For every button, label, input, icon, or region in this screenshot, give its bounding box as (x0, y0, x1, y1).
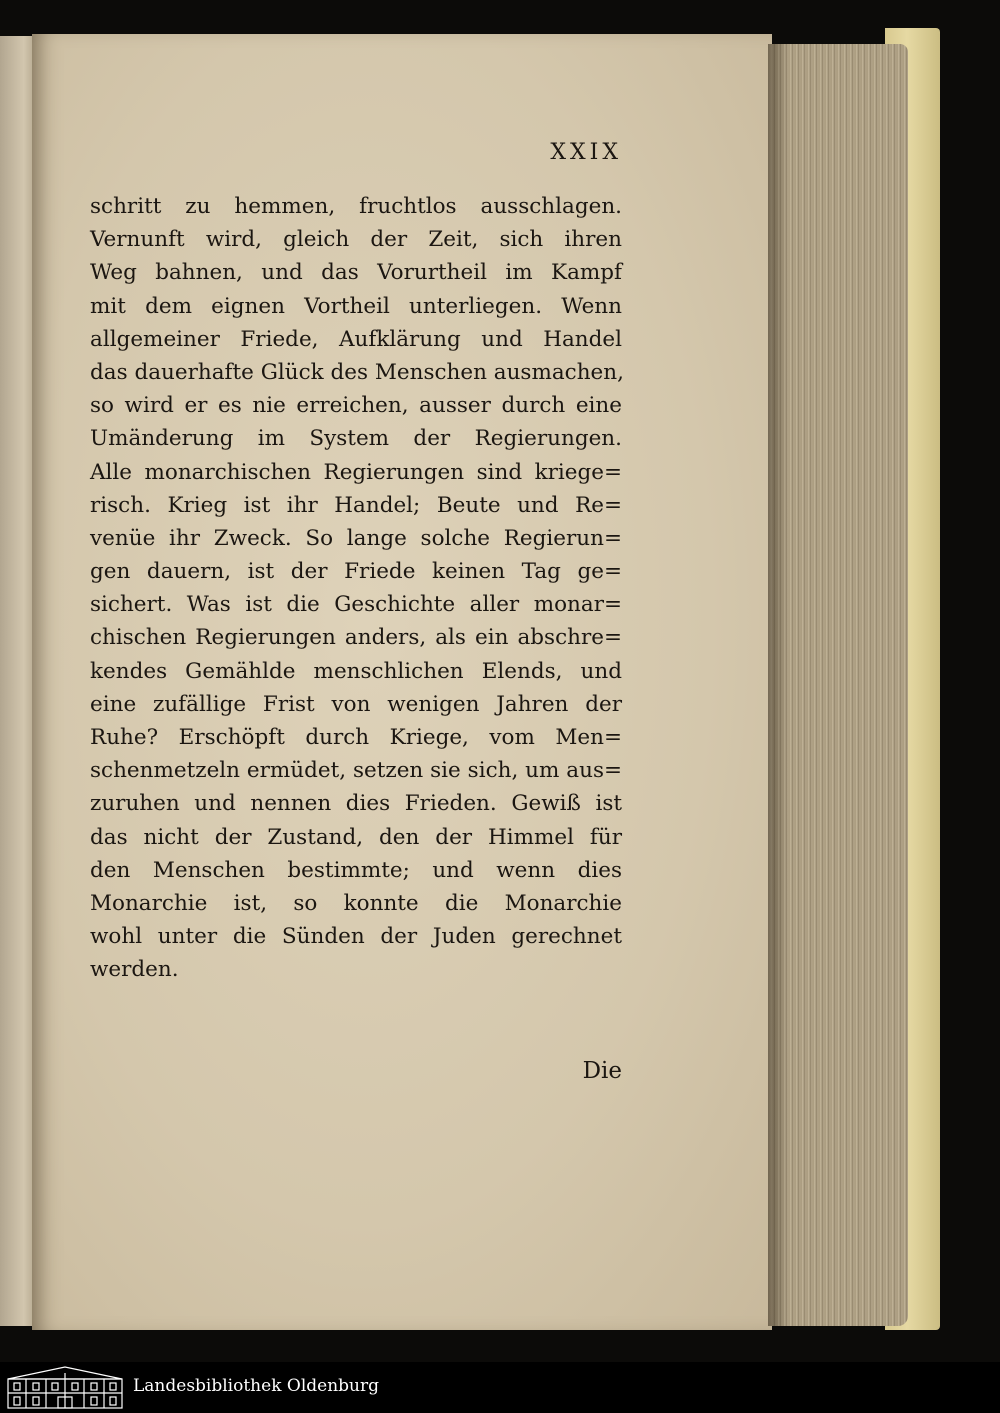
text-line: so wird er es nie erreichen, ausser durch eine (90, 393, 622, 419)
text-line: zuruhen und nennen dies Frieden. Gewiß ist (90, 791, 622, 817)
text-line: allgemeiner Friede, Aufklärung und Handel (90, 326, 622, 352)
catchword: Die (582, 1058, 622, 1084)
body-text (90, 190, 622, 987)
footer-bar (0, 1362, 1000, 1413)
text-line: den Menschen bestimmte; und wenn dies (90, 857, 622, 883)
text-line: kendes Gemählde menschlichen Elends, und (90, 658, 622, 684)
library-building-icon (6, 1365, 124, 1410)
text-line: Umänderung im System der Regierungen. (90, 426, 622, 452)
text-line: sichert. Was ist die Geschichte aller monar= (90, 592, 622, 618)
page-number: XXIX (550, 140, 622, 165)
text-line: schritt zu hemmen, fruchtlos ausschlagen. (90, 194, 622, 219)
text-line: Ruhe? Erschöpft durch Kriege, vom Men= (90, 725, 622, 750)
text-line: gen dauern, ist der Friede keinen Tag ge= (90, 559, 622, 585)
text-line: Alle monarchischen Regierungen sind kriege= (90, 459, 622, 485)
text-line: schenmetzeln ermüdet, setzen sie sich, um aus= (90, 758, 622, 784)
left-page-edge (0, 36, 34, 1326)
text-line: risch. Krieg ist ihr Handel; Beute und Re= (90, 492, 622, 518)
text-line: mit dem eignen Vortheil unterliegen. Wenn (90, 293, 622, 319)
text-line: eine zufällige Frist von wenigen Jahren der (90, 691, 622, 717)
page-stack-edge (768, 44, 908, 1326)
text-line: venüe ihr Zweck. So lange solche Regierun= (90, 525, 622, 551)
text-line: Monarchie ist, so konnte die Monarchie (90, 890, 622, 916)
text-line: werden. (90, 957, 179, 983)
library-name: Landesbibliothek Oldenburg (133, 1376, 380, 1396)
text-line: das nicht der Zustand, den der Himmel für (90, 824, 622, 850)
text-line: chischen Regierungen anders, als ein abschre= (90, 625, 622, 651)
text-line: Vernunft wird, gleich der Zeit, sich ihren (90, 227, 622, 253)
gutter-shadow (768, 44, 788, 1326)
text-line: das dauerhafte Glück des Menschen ausmachen, (90, 359, 624, 385)
text-line: Weg bahnen, und das Vorurtheil im Kampf (90, 260, 622, 286)
text-line: wohl unter die Sünden der Juden gerechnet (90, 924, 622, 950)
